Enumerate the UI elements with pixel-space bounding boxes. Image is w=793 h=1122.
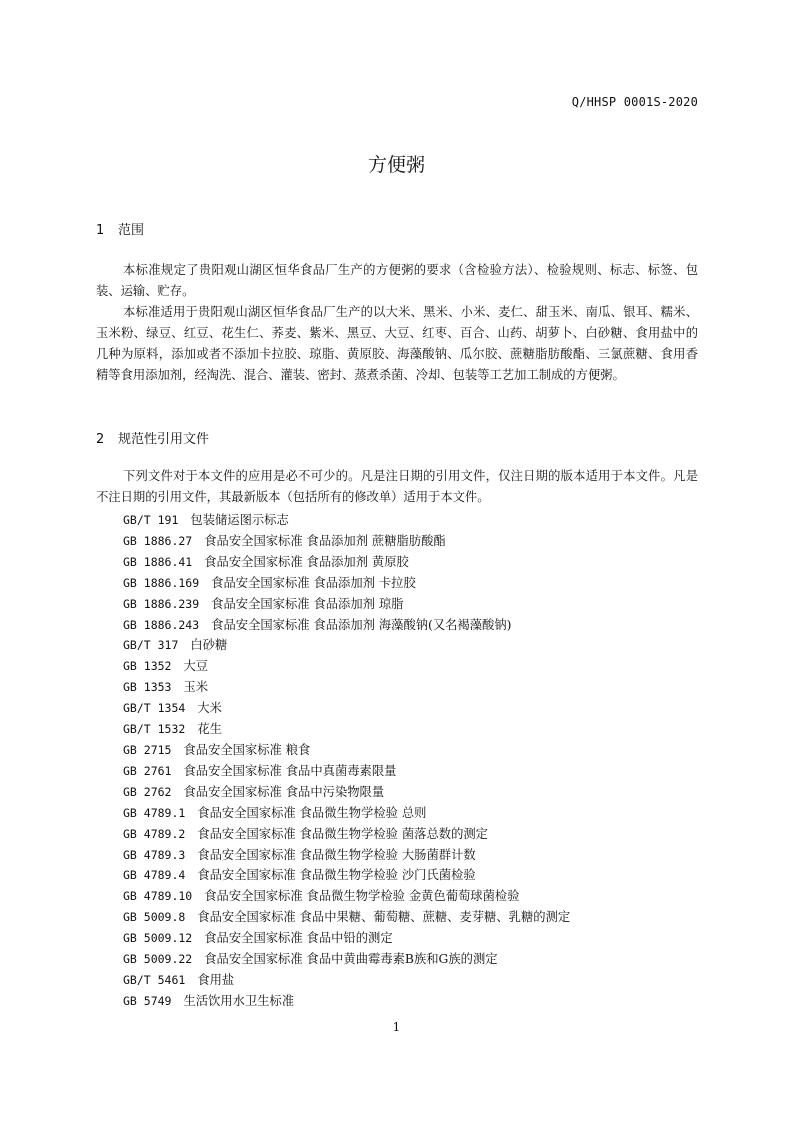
reference-item bbox=[123, 824, 570, 845]
reference-item bbox=[123, 719, 570, 740]
reference-code: GB 5009.12 bbox=[123, 931, 193, 946]
section-2-heading bbox=[96, 428, 209, 447]
reference-title: 食品安全国家标准 食品微生物学检验 大肠菌群计数 bbox=[197, 847, 476, 862]
reference-item bbox=[123, 991, 570, 1012]
reference-item bbox=[123, 740, 570, 761]
reference-item bbox=[123, 803, 570, 824]
reference-item bbox=[123, 761, 570, 782]
reference-item bbox=[123, 782, 570, 803]
reference-item bbox=[123, 949, 570, 970]
reference-item bbox=[123, 886, 570, 907]
reference-title: 食品安全国家标准 食品添加剂 琼脂 bbox=[211, 596, 404, 611]
page-number: 1 bbox=[392, 1020, 401, 1034]
reference-title: 食品安全国家标准 食品添加剂 卡拉胶 bbox=[211, 575, 416, 590]
reference-title: 食品安全国家标准 食品添加剂 海藻酸钠(又名褐藻酸钠) bbox=[211, 617, 512, 632]
reference-item bbox=[123, 865, 570, 886]
reference-code: GB 2762 bbox=[123, 784, 172, 799]
reference-item bbox=[123, 928, 570, 949]
reference-item bbox=[123, 510, 570, 531]
reference-title: 玉米 bbox=[183, 680, 209, 695]
reference-list bbox=[123, 510, 570, 1012]
reference-item bbox=[123, 656, 570, 677]
scope-paragraph-2: 本标准适用于贵阳观山湖区恒华食品厂生产的以大米、黑米、小米、麦仁、甜玉米、南瓜、银耳、糯米、玉米粉、绿豆、红豆、花生仁、荞麦、紫米、黑豆、大豆、红枣、百合、山药、胡萝卜、白砂糖、食用盐中的几种为原料，添加或者不添加卡拉胶、琼脂、黄原胶、海藻酸钠、瓜尔胶、蔗糖脂肪酸酯、三氯蔗糖、食用香精等食用添加剂，经淘洗、混合、灌装、密封、蒸煮杀菌、冷却、包装等工艺加工制成的方便粥。 bbox=[96, 305, 698, 382]
reference-code: GB 4789.2 bbox=[123, 826, 186, 841]
reference-title: 食品安全国家标准 食品中真菌毒素限量 bbox=[183, 763, 397, 778]
reference-item bbox=[123, 531, 570, 552]
reference-code: GB 1886.243 bbox=[123, 617, 200, 632]
reference-item bbox=[123, 907, 570, 928]
reference-title: 大豆 bbox=[183, 659, 209, 674]
reference-code: GB 5009.22 bbox=[123, 952, 193, 967]
reference-title: 包装储运图示标志 bbox=[190, 513, 289, 527]
reference-title: 食品安全国家标准 粮食 bbox=[183, 742, 311, 757]
section-1-heading bbox=[96, 219, 144, 238]
reference-title: 食品安全国家标准 食品中黄曲霉毒素B族和G族的测定 bbox=[204, 952, 498, 967]
reference-title: 花生 bbox=[197, 722, 222, 737]
reference-code: GB 1886.41 bbox=[123, 554, 193, 569]
reference-title: 大米 bbox=[197, 701, 222, 716]
reference-item bbox=[123, 635, 570, 656]
reference-code: GB 4789.10 bbox=[123, 889, 193, 904]
reference-code: GB/T 191 bbox=[123, 513, 179, 527]
reference-title: 食品安全国家标准 食品微生物学检验 总则 bbox=[197, 805, 427, 820]
reference-title: 食品安全国家标准 食品中果糖、葡萄糖、蔗糖、麦芽糖、乳糖的测定 bbox=[197, 910, 571, 925]
reference-code: GB 4789.3 bbox=[123, 847, 186, 862]
reference-item bbox=[123, 594, 570, 615]
reference-code: GB 4789.1 bbox=[123, 805, 186, 820]
reference-item bbox=[123, 970, 570, 991]
reference-item bbox=[123, 677, 570, 698]
reference-item bbox=[123, 698, 570, 719]
section-2-number: 2 bbox=[96, 432, 105, 447]
reference-title: 食品安全国家标准 食品添加剂 蔗糖脂肪酸酯 bbox=[204, 533, 446, 548]
reference-code: GB 1353 bbox=[123, 680, 172, 695]
reference-code: GB 1886.169 bbox=[123, 575, 200, 590]
reference-code: GB 2761 bbox=[123, 763, 172, 778]
reference-item bbox=[123, 573, 570, 594]
reference-item bbox=[123, 845, 570, 866]
references-intro-paragraph: 下列文件对于本文件的应用是必不可少的。凡是注日期的引用文件，仅注日期的版本适用于本文件。凡是不注日期的引用文件，其最新版本（包括所有的修改单）适用于本文件。 bbox=[96, 469, 698, 504]
reference-code: GB/T 1532 bbox=[123, 722, 186, 737]
section-2-title: 规范性引用文件 bbox=[118, 432, 210, 447]
reference-code: GB 5749 bbox=[123, 993, 172, 1008]
document-title: 方便粥 bbox=[367, 154, 425, 176]
reference-title: 食品安全国家标准 食品微生物学检验 菌落总数的测定 bbox=[197, 826, 488, 841]
section-1-title: 范围 bbox=[118, 223, 145, 238]
reference-code: GB 1352 bbox=[123, 659, 172, 674]
reference-title: 食品安全国家标准 食品添加剂 黄原胶 bbox=[204, 554, 409, 569]
reference-code: GB/T 1354 bbox=[123, 701, 186, 716]
reference-title: 食用盐 bbox=[197, 972, 235, 987]
reference-code: GB 5009.8 bbox=[123, 910, 186, 925]
reference-code: GB 1886.239 bbox=[123, 596, 200, 611]
reference-code: GB/T 5461 bbox=[123, 972, 186, 987]
reference-title: 食品安全国家标准 食品微生物学检验 金黄色葡萄球菌检验 bbox=[204, 889, 520, 904]
section-1-number: 1 bbox=[96, 223, 105, 238]
reference-code: GB 1886.27 bbox=[123, 533, 193, 548]
reference-title: 生活饮用水卫生标准 bbox=[183, 993, 295, 1008]
reference-item bbox=[123, 552, 570, 573]
reference-title: 白砂糖 bbox=[190, 638, 228, 653]
reference-title: 食品安全国家标准 食品微生物学检验 沙门氏菌检验 bbox=[197, 868, 476, 883]
reference-title: 食品安全国家标准 食品中铅的测定 bbox=[204, 931, 393, 946]
reference-code: GB/T 317 bbox=[123, 638, 179, 653]
reference-code: GB 2715 bbox=[123, 742, 172, 757]
reference-item bbox=[123, 615, 570, 636]
document-code: Q/HHSP 0001S-2020 bbox=[571, 95, 698, 109]
scope-paragraph-1: 本标准规定了贵阳观山湖区恒华食品厂生产的方便粥的要求（含检验方法）、检验规则、标志、标签、包装、运输、贮存。 bbox=[96, 263, 698, 298]
reference-title: 食品安全国家标准 食品中污染物限量 bbox=[183, 784, 385, 799]
reference-code: GB 4789.4 bbox=[123, 868, 186, 883]
